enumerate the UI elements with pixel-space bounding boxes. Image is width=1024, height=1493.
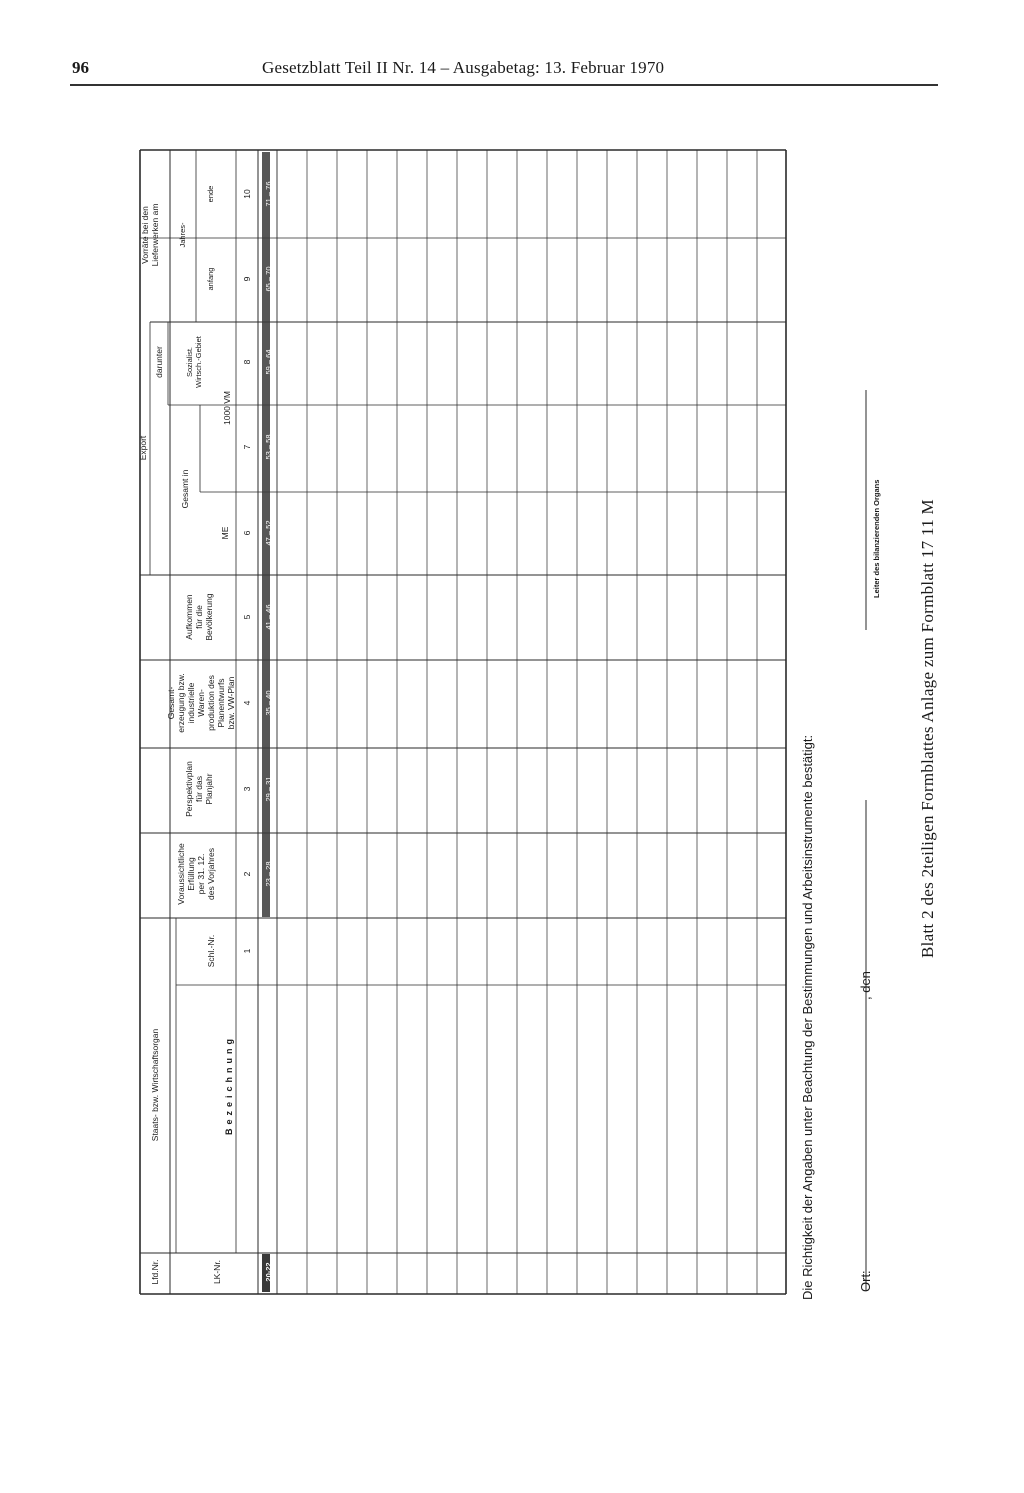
col-number-1: 1: [242, 948, 252, 954]
col-jahres: Jahres-: [178, 222, 187, 248]
col-gesamterzeugung: Gesamt- erzeugung bzw. industrielle Waren- produktion des Planentwurfs bzw. VW-Plan: [166, 673, 236, 733]
code-range-4: 35 – 40: [264, 690, 273, 716]
col-number-9: 9: [242, 276, 252, 282]
group-staatsorgan: Staats- bzw. Wirtschaftsorgan: [150, 1028, 160, 1142]
code-range-3: 29 – 31: [264, 776, 273, 802]
code-lk: 20-22: [264, 1262, 273, 1282]
col-voraussichtliche: Voraussichtliche Erfüllung per 31. 12. des Vorjahres: [176, 843, 216, 905]
den-label: , den: [858, 971, 873, 1000]
code-range-10: 71 – 76: [264, 181, 273, 207]
col-number-10: 10: [242, 189, 252, 199]
col-aufkommen: Aufkommen für die Bevölkerung: [184, 593, 214, 641]
code-range-5: 41 – 46: [264, 604, 273, 630]
code-range-2: 23 – 28: [264, 861, 273, 887]
confirmation-text: Die Richtigkeit der Angaben unter Beachtung der Bestimmungen und Arbeitsinstrumente bestätigt:: [800, 734, 815, 1300]
col-lk-nr: LK-Nr.: [212, 1259, 222, 1285]
col-sozialist-gebiet: Sozialist. Wirtsch.-Gebiet: [185, 336, 203, 388]
col-number-8: 8: [242, 359, 252, 365]
export-gesamt-in: Gesamt in: [180, 469, 190, 509]
col-number-3: 3: [242, 786, 252, 792]
col-anfang: anfang: [206, 267, 215, 291]
group-vorraete: Vorräte bei den Lieferwerken am: [140, 203, 160, 267]
page-number: 96: [72, 58, 89, 77]
export-darunter: darunter: [154, 346, 164, 378]
code-range-8: 59 – 64: [264, 349, 273, 375]
col-perspektivplan: Perspektivplan für das Planjahr: [184, 761, 214, 817]
col-number-2: 2: [242, 871, 252, 877]
side-note: Blatt 2 des 2teiligen Formblattes Anlage zum Formblatt 17 11 M: [918, 499, 937, 958]
signature-caption: Leiter des bilanzierenden Organs: [872, 479, 881, 598]
ort-label: Ort:: [858, 1270, 873, 1292]
col-number-7: 7: [242, 444, 252, 450]
col-1000-vm: 1000 VM: [222, 390, 232, 426]
col-number-6: 6: [242, 530, 252, 536]
col-me: ME: [220, 526, 230, 540]
col-bezeichnung: Bezeichnung: [224, 1035, 234, 1136]
group-export: Export: [138, 435, 148, 461]
col-schl-nr: Schl.-Nr.: [206, 934, 216, 968]
code-range-6: 47 – 52: [264, 520, 273, 546]
col-lfd-nr: Lfd.Nr.: [150, 1259, 160, 1285]
col-number-4: 4: [242, 700, 252, 706]
col-ende: ende: [206, 185, 215, 203]
code-range-7: 53 – 58: [264, 434, 273, 460]
page-header-title: Gesetzblatt Teil II Nr. 14 – Ausgabetag: 13. Februar 1970: [262, 58, 665, 77]
col-number-5: 5: [242, 614, 252, 620]
code-range-9: 65 – 70: [264, 266, 273, 292]
